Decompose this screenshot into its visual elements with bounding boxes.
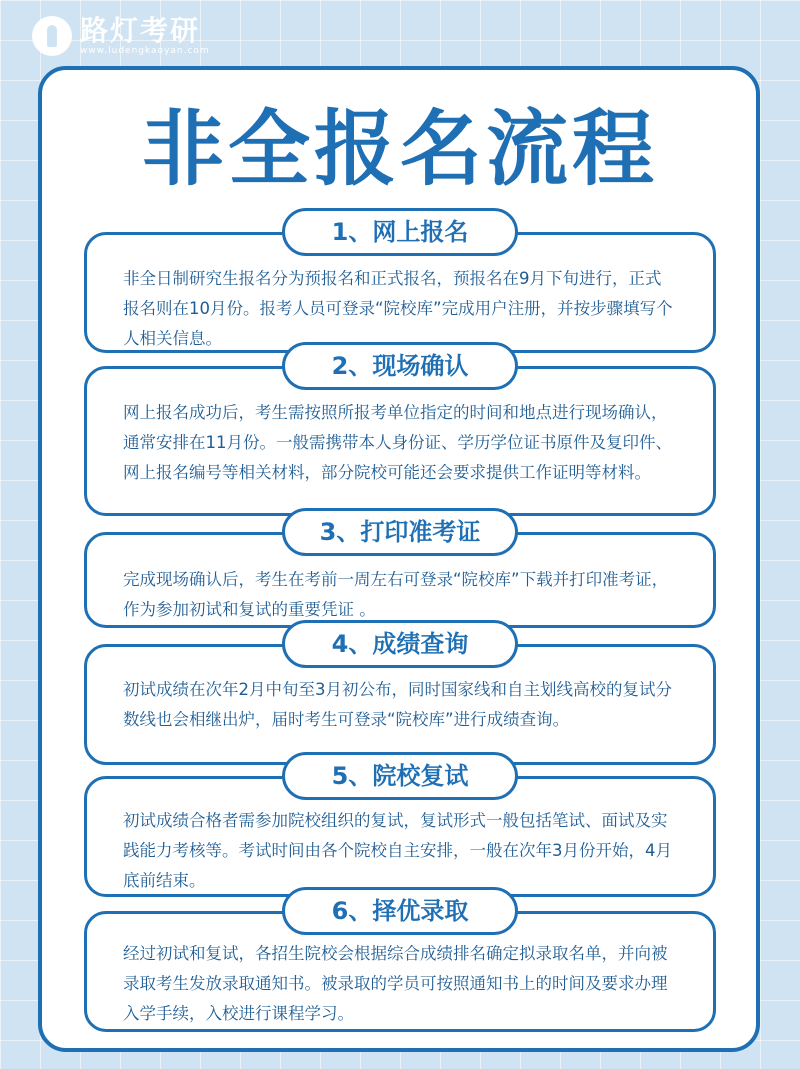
step-4-text: 初试成绩在次年2月中旬至3月初公布，同时国家线和自主划线高校的复试分数线也会相继出炉，届时考生可登录“院校库”进行成绩查询。 [123, 680, 672, 729]
step-3-text: 完成现场确认后，考生在考前一周左右可登录“院校库”下载并打印准考证，作为参加初试和复试的重要凭证 。 [123, 570, 669, 619]
lamp-icon [32, 16, 72, 56]
step-6-heading: 6、择优录取 [282, 887, 518, 935]
step-6-text: 经过初试和复试，各招生院校会根据综合成绩排名确定拟录取名单，并向被录取考生发放录取通知书。被录取的学员可按照通知书上的时间及要求办理入学手续，入校进行课程学习。 [123, 944, 668, 1023]
step-2-text: 网上报名成功后，考生需按照所报考单位指定的时间和地点进行现场确认，通常安排在11月份。一般需携带本人身份证、学历学位证书原件及复印件、网上报名编号等相关材料，部分院校可能还会要求提供工作证明等材料。 [123, 403, 672, 482]
step-3-heading: 3、打印准考证 [282, 508, 518, 556]
brand-logo [32, 14, 210, 58]
page-title: 非全报名流程 [141, 102, 658, 197]
step-1-text: 非全日制研究生报名分为预报名和正式报名，预报名在9月下旬进行，正式报名则在10月份。报考人员可登录“院校库”完成用户注册，并按步骤填写个人相关信息。 [123, 269, 673, 348]
step-4-heading: 4、成绩查询 [282, 620, 518, 668]
step-2-heading: 2、现场确认 [282, 342, 518, 390]
step-1-heading: 1、网上报名 [282, 208, 518, 256]
step-5-text: 初试成绩合格者需参加院校组织的复试，复试形式一般包括笔试、面试及实践能力考核等。考试时间由各个院校自主安排，一般在次年3月份开始，4月底前结束。 [123, 811, 672, 890]
brand-text [80, 13, 210, 56]
step-5-heading: 5、院校复试 [282, 752, 518, 800]
brand-url: www.ludengkaoyan.com [80, 45, 210, 56]
brand-name: 路灯考研 [80, 13, 201, 47]
